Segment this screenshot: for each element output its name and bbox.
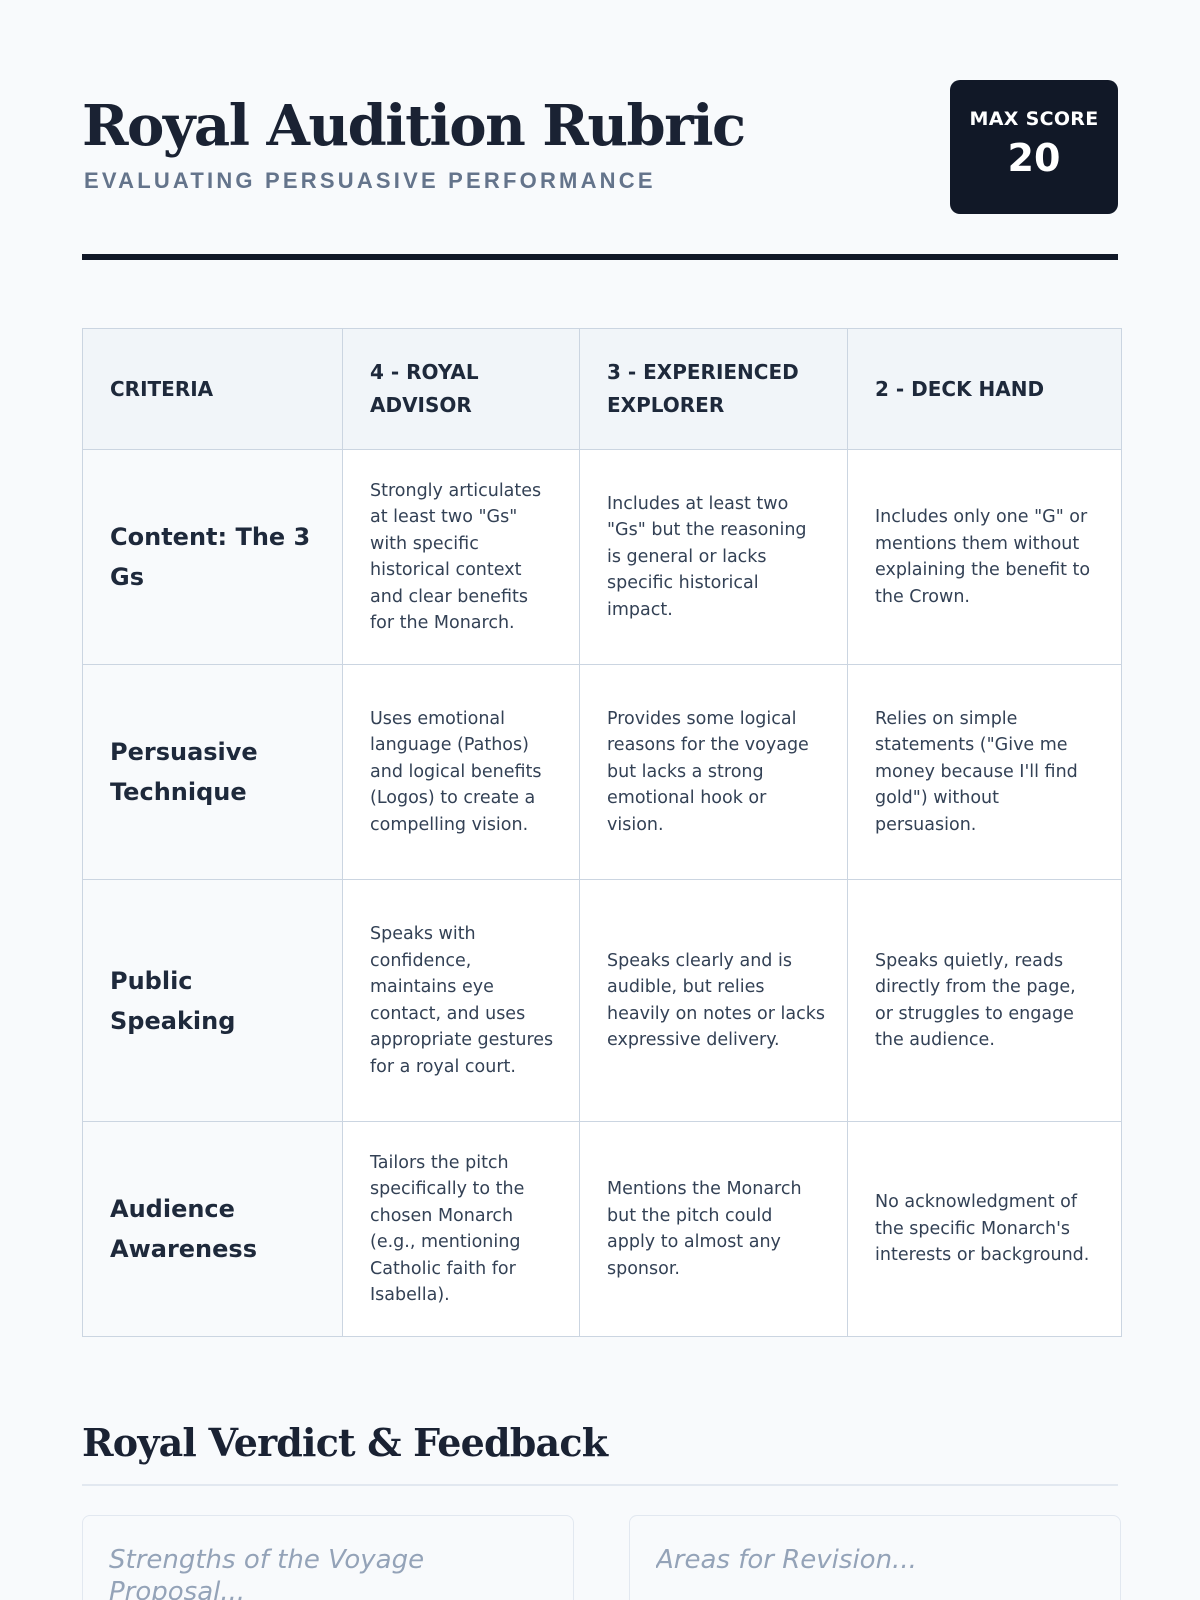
level-4-cell: Strongly articulates at least two "Gs" with specific historical context and clear benefits for the Monarch.	[343, 450, 580, 665]
table-row	[83, 450, 1122, 665]
column-header-criteria: CRITERIA	[83, 329, 343, 450]
page-header	[82, 80, 1118, 214]
page-subtitle: EVALUATING PERSUASIVE PERFORMANCE	[84, 168, 656, 193]
table-row	[83, 880, 1122, 1122]
column-header-deck-hand: 2 - DECK HAND	[848, 329, 1122, 450]
criteria-cell: Audience Awareness	[83, 1122, 343, 1337]
level-3-cell: Provides some logical reasons for the voyage but lacks a strong emotional hook or vision.	[580, 665, 848, 880]
table-row	[83, 665, 1122, 880]
strengths-feedback-box	[82, 1515, 574, 1600]
level-3-cell: Includes at least two "Gs" but the reasoning is general or lacks specific historical impact.	[580, 450, 848, 665]
column-header-experienced-explorer: 3 - EXPERIENCED EXPLORER	[580, 329, 848, 450]
level-2-cell: No acknowledgment of the specific Monarch's interests or background.	[848, 1122, 1122, 1337]
level-3-cell: Speaks clearly and is audible, but relies heavily on notes or lacks expressive delivery.	[580, 880, 848, 1122]
level-3-cell: Mentions the Monarch but the pitch could apply to almost any sponsor.	[580, 1122, 848, 1337]
level-2-cell: Speaks quietly, reads directly from the page, or struggles to engage the audience.	[848, 880, 1122, 1122]
revision-feedback-box	[629, 1515, 1121, 1600]
column-header-royal-advisor: 4 - ROYAL ADVISOR	[343, 329, 580, 450]
page-title: Royal Audition Rubric	[82, 93, 745, 159]
level-2-cell: Relies on simple statements ("Give me money because I'll find gold") without persuasion.	[848, 665, 1122, 880]
table-row	[83, 1122, 1122, 1337]
verdict-section-title: Royal Verdict & Feedback	[82, 1420, 608, 1465]
level-4-cell: Speaks with confidence, maintains eye contact, and uses appropriate gestures for a royal court.	[343, 880, 580, 1122]
level-4-cell: Tailors the pitch specifically to the chosen Monarch (e.g., mentioning Catholic faith for Isabella).	[343, 1122, 580, 1337]
strengths-feedback-input[interactable]	[109, 1544, 547, 1600]
header-divider	[82, 254, 1118, 260]
criteria-cell: Public Speaking	[83, 880, 343, 1122]
verdict-divider	[82, 1484, 1118, 1486]
max-score-value: 20	[1007, 136, 1061, 180]
criteria-cell: Persuasive Technique	[83, 665, 343, 880]
level-4-cell: Uses emotional language (Pathos) and logical benefits (Logos) to create a compelling vision.	[343, 665, 580, 880]
criteria-cell: Content: The 3 Gs	[83, 450, 343, 665]
level-2-cell: Includes only one "G" or mentions them without explaining the benefit to the Crown.	[848, 450, 1122, 665]
rubric-table	[82, 328, 1122, 1337]
revision-feedback-input[interactable]	[656, 1544, 1094, 1600]
rubric-header-row	[83, 329, 1122, 450]
max-score-badge	[950, 80, 1118, 214]
max-score-label: MAX SCORE	[969, 108, 1099, 130]
